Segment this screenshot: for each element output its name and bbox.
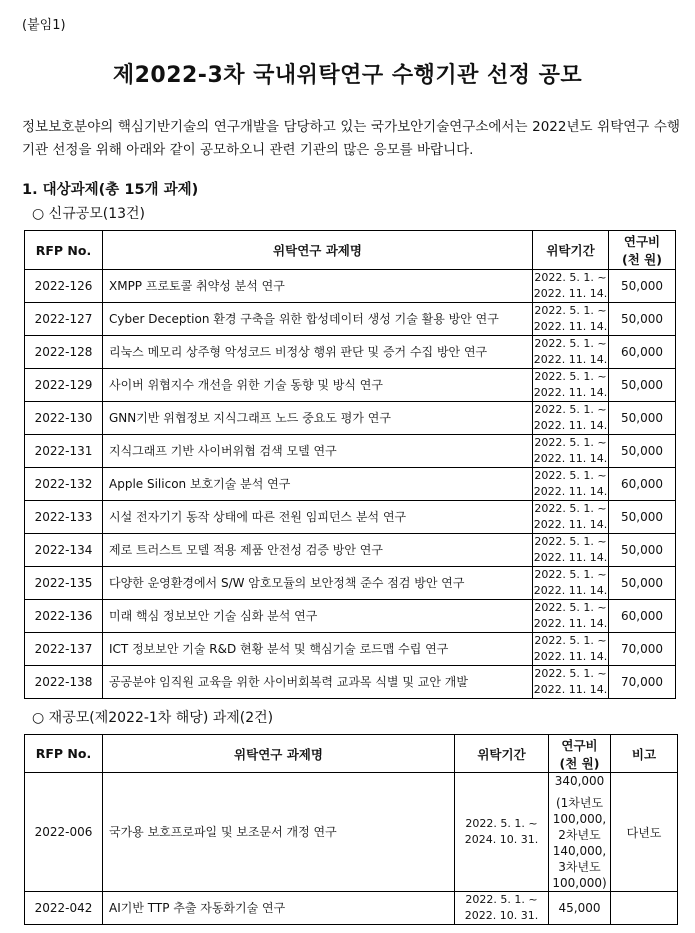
cost-cell: 50,000	[609, 369, 676, 402]
header-cost	[549, 735, 611, 773]
period-cell	[533, 666, 609, 699]
cost-cell: 60,000	[609, 600, 676, 633]
project-name-cell: 리눅스 메모리 상주형 악성코드 비정상 행위 판단 및 증거 수집 방안 연구	[103, 336, 533, 369]
new-call-heading: ○ 신규공모(13건)	[32, 206, 146, 222]
table-row	[25, 270, 676, 303]
project-name-cell: 미래 핵심 정보보안 기술 심화 분석 연구	[103, 600, 533, 633]
rfp-cell: 2022-135	[25, 567, 103, 600]
table-row	[25, 534, 676, 567]
period-start: 2022. 5. 1. ~	[534, 271, 607, 284]
period-end: 2022. 11. 14.	[533, 320, 608, 333]
page-title: 제2022-3차 국내위탁연구 수행기관 선정 공모	[112, 63, 583, 88]
period-cell	[533, 600, 609, 633]
period-start: 2022. 5. 1. ~	[534, 502, 607, 515]
header-cost-line2: (천 원)	[622, 252, 662, 267]
period-start: 2022. 5. 1. ~	[534, 469, 607, 482]
project-name-cell: 지식그래프 기반 사이버위협 검색 모델 연구	[103, 435, 533, 468]
period-start: 2022. 5. 1. ~	[534, 634, 607, 647]
header-period: 위탁기간	[533, 231, 609, 270]
project-name-cell: Cyber Deception 환경 구축을 위한 합성데이터 생성 기술 활용 방안 연구	[103, 303, 533, 336]
period-start: 2022. 5. 1. ~	[534, 337, 607, 350]
period-cell	[533, 402, 609, 435]
period-end: 2022. 11. 14.	[533, 617, 608, 630]
header-name: 위탁연구 과제명	[103, 735, 455, 773]
period-start: 2022. 5. 1. ~	[534, 535, 607, 548]
table-row	[25, 666, 676, 699]
rfp-cell: 2022-126	[25, 270, 103, 303]
cost-cell: 60,000	[609, 336, 676, 369]
period-cell	[533, 270, 609, 303]
note-cell: 다년도	[611, 773, 678, 892]
rfp-cell: 2022-129	[25, 369, 103, 402]
cost-line: 100,000)	[552, 876, 607, 890]
rfp-cell: 2022-136	[25, 600, 103, 633]
project-name-cell: AI기반 TTP 추출 자동화기술 연구	[103, 892, 455, 925]
cost-line: 2차년도	[558, 828, 601, 842]
rfp-cell: 2022-132	[25, 468, 103, 501]
cost-line: 100,000,	[552, 812, 607, 826]
project-name-cell: 제로 트러스트 모델 적용 제품 안전성 검증 방안 연구	[103, 534, 533, 567]
cost-cell: 60,000	[609, 468, 676, 501]
header-name: 위탁연구 과제명	[103, 231, 533, 270]
cost-line: 45,000	[558, 901, 601, 915]
intro-paragraph: 정보보호분야의 핵심기반기술의 연구개발을 담당하고 있는 국가보안기술연구소에서는 2022년도 위탁연구 수행기관 선정을 위해 아래와 같이 공모하오니 관련 기관의 많은 응모를 바랍니다.	[22, 119, 680, 158]
period-cell	[455, 773, 549, 892]
cost-cell: 50,000	[609, 303, 676, 336]
cost-line: 340,000	[554, 774, 605, 788]
header-cost-line1: 연구비	[623, 234, 661, 249]
cost-cell: 50,000	[609, 534, 676, 567]
rfp-cell: 2022-006	[25, 773, 103, 892]
rfp-cell: 2022-137	[25, 633, 103, 666]
table-row	[25, 435, 676, 468]
cost-cell: 50,000	[609, 435, 676, 468]
re-call-projects-table	[24, 734, 678, 925]
cost-cell: 70,000	[609, 633, 676, 666]
note-cell	[611, 892, 678, 925]
period-end: 2022. 10. 31.	[464, 909, 539, 922]
table-row	[25, 402, 676, 435]
rfp-cell: 2022-138	[25, 666, 103, 699]
period-start: 2022. 5. 1. ~	[534, 436, 607, 449]
period-cell	[533, 567, 609, 600]
cost-cell: 50,000	[609, 501, 676, 534]
period-cell	[533, 501, 609, 534]
table-row	[25, 369, 676, 402]
cost-line: 140,000,	[552, 844, 607, 858]
period-cell	[533, 633, 609, 666]
rfp-cell: 2022-134	[25, 534, 103, 567]
rfp-cell: 2022-042	[25, 892, 103, 925]
project-name-cell: GNN기반 위협정보 지식그래프 노드 중요도 평가 연구	[103, 402, 533, 435]
table-row	[25, 303, 676, 336]
table-header-row	[25, 231, 676, 270]
rfp-cell: 2022-131	[25, 435, 103, 468]
table-row	[25, 633, 676, 666]
period-start: 2022. 5. 1. ~	[465, 817, 538, 830]
cost-cell: 50,000	[609, 270, 676, 303]
project-name-cell: 공공분야 임직원 교육을 위한 사이버회복력 교과목 식별 및 교안 개발	[103, 666, 533, 699]
cost-line: (1차년도	[555, 796, 604, 810]
period-end: 2022. 11. 14.	[533, 386, 608, 399]
table-row	[25, 892, 678, 925]
period-start: 2022. 5. 1. ~	[534, 568, 607, 581]
period-cell	[533, 534, 609, 567]
table-header-row	[25, 735, 678, 773]
period-end: 2022. 11. 14.	[533, 518, 608, 531]
new-projects-table	[24, 230, 676, 699]
project-name-cell: 사이버 위협지수 개선을 위한 기술 동향 및 방식 연구	[103, 369, 533, 402]
table-row	[25, 336, 676, 369]
rfp-cell: 2022-127	[25, 303, 103, 336]
period-cell	[533, 369, 609, 402]
table-row	[25, 773, 678, 892]
header-rfp: RFP No.	[25, 735, 103, 773]
project-name-cell: 시설 전자기기 동작 상태에 따른 전원 임피던스 분석 연구	[103, 501, 533, 534]
period-start: 2022. 5. 1. ~	[534, 304, 607, 317]
period-cell	[455, 892, 549, 925]
project-name-cell: ICT 정보보안 기술 R&D 현황 분석 및 핵심기술 로드맵 수립 연구	[103, 633, 533, 666]
attachment-label: (붙임1)	[22, 18, 66, 33]
period-end: 2022. 11. 14.	[533, 683, 608, 696]
period-end: 2024. 10. 31.	[464, 833, 539, 846]
period-start: 2022. 5. 1. ~	[534, 667, 607, 680]
period-start: 2022. 5. 1. ~	[465, 893, 538, 906]
header-cost-line1: 연구비	[561, 737, 598, 753]
project-name-cell: Apple Silicon 보호기술 분석 연구	[103, 468, 533, 501]
rfp-cell: 2022-130	[25, 402, 103, 435]
period-end: 2022. 11. 14.	[533, 287, 608, 300]
header-rfp: RFP No.	[25, 231, 103, 270]
rfp-cell: 2022-128	[25, 336, 103, 369]
table-row	[25, 468, 676, 501]
project-name-cell: XMPP 프로토콜 취약성 분석 연구	[103, 270, 533, 303]
period-start: 2022. 5. 1. ~	[534, 403, 607, 416]
section-heading: 1. 대상과제(총 15개 과제)	[22, 182, 199, 198]
period-cell	[533, 303, 609, 336]
cost-cell	[549, 892, 611, 925]
header-note: 비고	[611, 735, 678, 773]
period-end: 2022. 11. 14.	[533, 353, 608, 366]
period-start: 2022. 5. 1. ~	[534, 601, 607, 614]
period-cell	[533, 468, 609, 501]
project-name-cell: 다양한 운영환경에서 S/W 암호모듈의 보안정책 준수 점검 방안 연구	[103, 567, 533, 600]
table-row	[25, 600, 676, 633]
period-end: 2022. 11. 14.	[533, 584, 608, 597]
period-cell	[533, 336, 609, 369]
cost-line: 3차년도	[558, 860, 601, 874]
period-end: 2022. 11. 14.	[533, 551, 608, 564]
period-end: 2022. 11. 14.	[533, 419, 608, 432]
period-cell	[533, 435, 609, 468]
header-period: 위탁기간	[455, 735, 549, 773]
cost-cell: 50,000	[609, 567, 676, 600]
period-end: 2022. 11. 14.	[533, 485, 608, 498]
project-name-cell: 국가용 보호프로파일 및 보조문서 개정 연구	[103, 773, 455, 892]
period-end: 2022. 11. 14.	[533, 452, 608, 465]
period-start: 2022. 5. 1. ~	[534, 370, 607, 383]
cost-cell: 50,000	[609, 402, 676, 435]
table-row	[25, 567, 676, 600]
cost-cell	[549, 773, 611, 892]
header-cost	[609, 231, 676, 270]
header-cost-line2: (천 원)	[559, 755, 600, 771]
period-end: 2022. 11. 14.	[533, 650, 608, 663]
re-call-heading: ○ 재공모(제2022-1차 해당) 과제(2건)	[32, 710, 274, 726]
table-row	[25, 501, 676, 534]
rfp-cell: 2022-133	[25, 501, 103, 534]
cost-cell: 70,000	[609, 666, 676, 699]
